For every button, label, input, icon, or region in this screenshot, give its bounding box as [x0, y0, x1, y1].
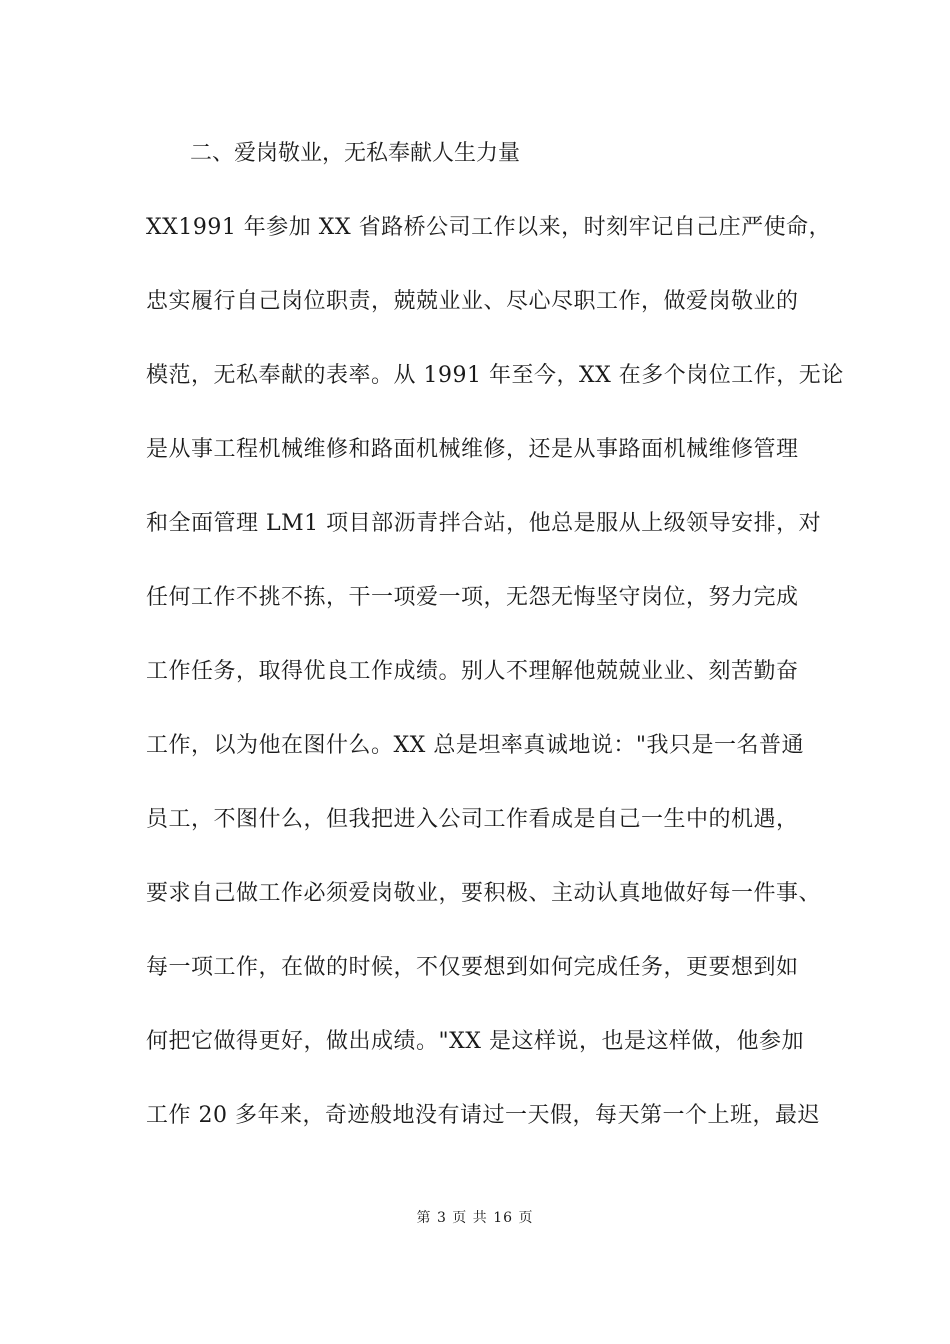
paragraph-line-13: 工作 20 多年来，奇迹般地没有请过一天假，每天第一个上班，最迟	[146, 1103, 820, 1128]
paragraph-line-4: 是从事工程机械维修和路面机械维修，还是从事路面机械维修管理	[146, 437, 799, 462]
paragraph-line-1: XX1991 年参加 XX 省路桥公司工作以来，时刻牢记自己庄严使命，	[146, 215, 832, 240]
paragraph-line-6: 任何工作不挑不拣，干一项爱一项，无怨无悔坚守岗位，努力完成	[146, 585, 799, 610]
paragraph-line-10: 要求自己做工作必须爱岗敬业，要积极、主动认真地做好每一件事、	[146, 881, 822, 906]
paragraph-line-2: 忠实履行自己岗位职责，兢兢业业、尽心尽职工作，做爱岗敬业的	[146, 289, 799, 314]
page-footer: 第 3 页 共 16 页	[416, 1210, 534, 1226]
paragraph-line-5: 和全面管理 LM1 项目部沥青拌合站，他总是服从上级领导安排，对	[146, 511, 822, 536]
paragraph-line-3: 模范，无私奉献的表率。从 1991 年至今，XX 在多个岗位工作，无论	[146, 363, 844, 388]
paragraph-line-9: 员工，不图什么，但我把进入公司工作看成是自己一生中的机遇，	[146, 807, 799, 832]
paragraph-line-8: 工作，以为他在图什么。XX 总是坦率真诚地说："我只是一名普通	[146, 733, 804, 758]
paragraph-line-7: 工作任务，取得优良工作成绩。别人不理解他兢兢业业、刻苦勤奋	[146, 659, 799, 684]
section-heading: 二、爱岗敬业，无私奉献人生力量	[190, 141, 521, 166]
paragraph-line-12: 何把它做得更好，做出成绩。"XX 是这样说，也是这样做，他参加	[146, 1029, 804, 1054]
paragraph-line-11: 每一项工作，在做的时候，不仅要想到如何完成任务，更要想到如	[146, 955, 799, 980]
